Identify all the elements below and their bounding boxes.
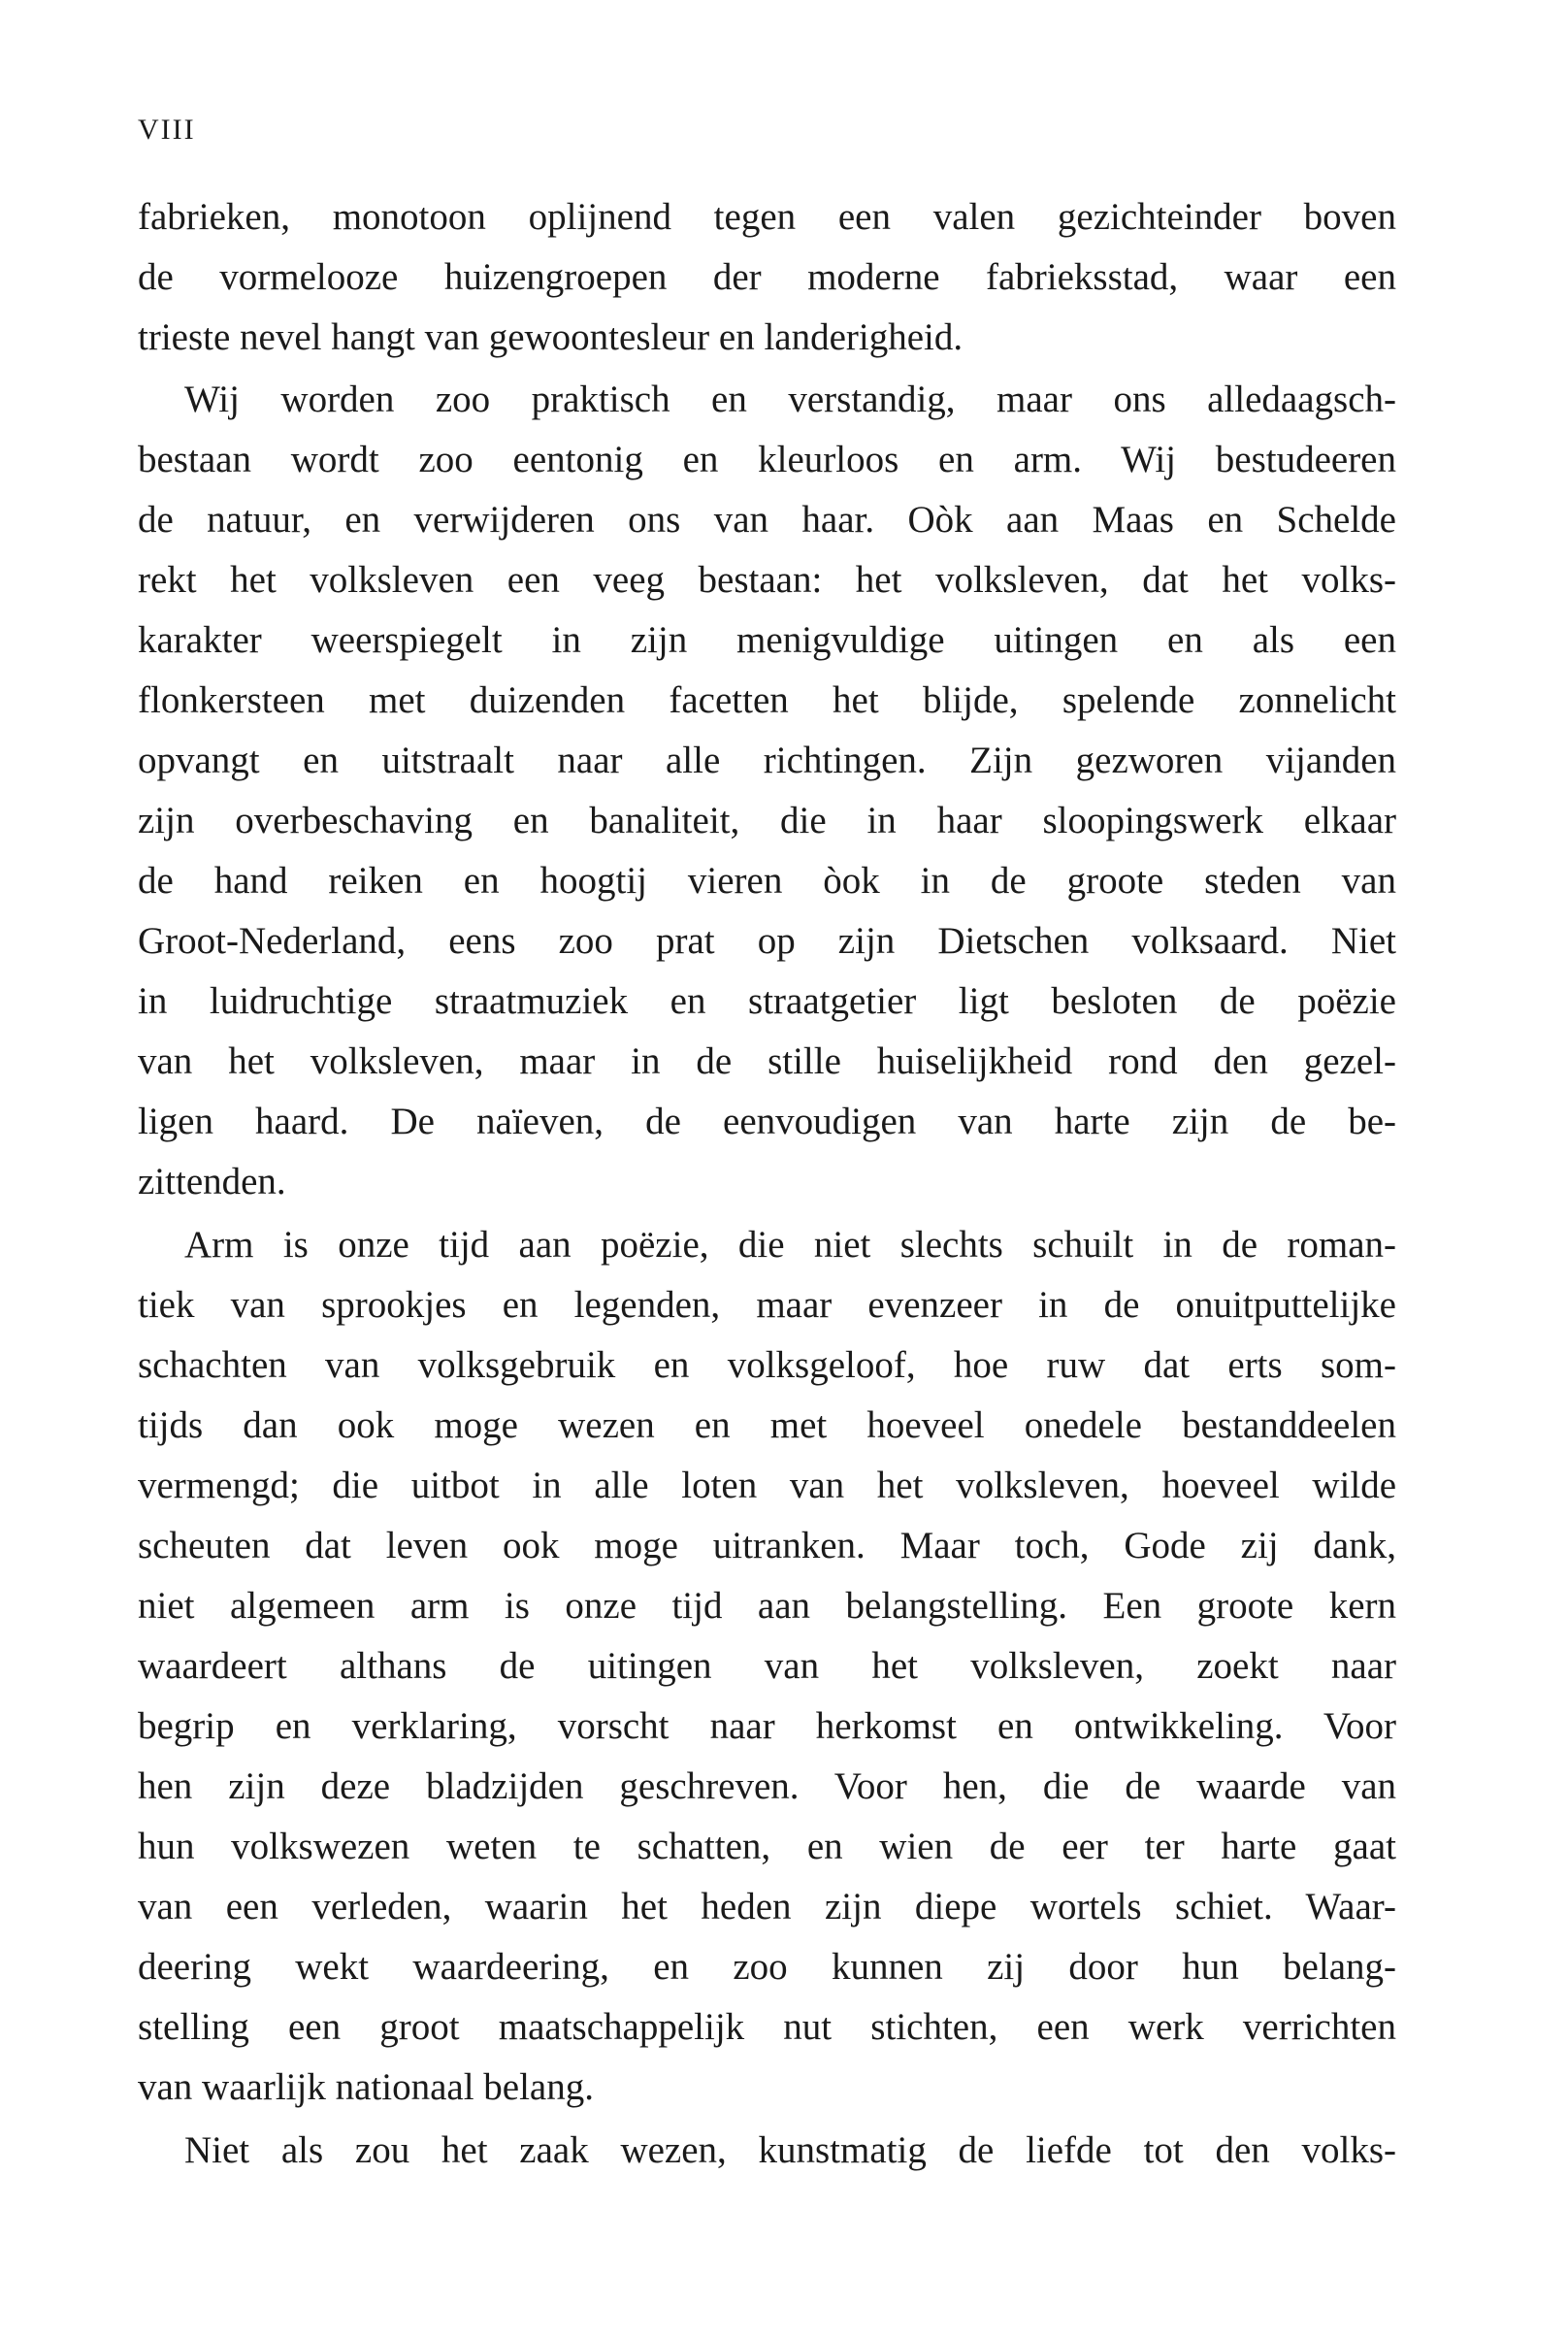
text-line: Niet als zou het zaak wezen, kunstmatig de liefde tot den volks- xyxy=(184,2129,1396,2171)
text-line: hun volkswezen weten te schatten, en wien de eer ter harte gaat xyxy=(138,1826,1396,1867)
text-line: opvangt en uitstraalt naar alle richtingen. Zijn gezworen vijanden xyxy=(138,740,1396,781)
text-line: stelling een groot maatschappelijk nut stichten, een werk verrichten xyxy=(138,2006,1396,2048)
text-line: niet algemeen arm is onze tijd aan belangstelling. Een groote kern xyxy=(138,1585,1396,1627)
text-line: waardeert althans de uitingen van het volksleven, zoekt naar xyxy=(138,1645,1396,1687)
text-line: hen zijn deze bladzijden geschreven. Voor hen, die de waarde van xyxy=(138,1765,1396,1807)
text-line: deering wekt waardeering, en zoo kunnen zij door hun belang- xyxy=(138,1946,1396,1988)
text-line: bestaan wordt zoo eentonig en kleurloos en arm. Wij bestudeeren xyxy=(138,439,1396,480)
text-line: Wij worden zoo praktisch en verstandig, maar ons alledaagsch- xyxy=(184,379,1396,420)
text-line: rekt het volksleven een veeg bestaan: het volksleven, dat het volks- xyxy=(138,559,1396,601)
text-line: ligen haard. De naïeven, de eenvoudigen van harte zijn de be- xyxy=(138,1101,1396,1142)
text-line: in luidruchtige straatmuziek en straatgetier ligt besloten de poëzie xyxy=(138,980,1396,1022)
text-line: begrip en verklaring, vorscht naar herkomst en ontwikkeling. Voor xyxy=(138,1705,1396,1747)
text-line: trieste nevel hangt van gewoontesleur en landerigheid. xyxy=(138,316,964,358)
text-line: fabrieken, monotoon oplijnend tegen een valen gezichteinder boven xyxy=(138,196,1396,238)
text-line: zijn overbeschaving en banaliteit, die in haar sloopingswerk elkaar xyxy=(138,800,1396,841)
text-line: schachten van volksgebruik en volksgeloof, hoe ruw dat erts som- xyxy=(138,1344,1396,1386)
text-line: Groot-Nederland, eens zoo prat op zijn Dietschen volksaard. Niet xyxy=(138,920,1396,962)
page-number: VIII xyxy=(138,114,196,146)
text-line: van waarlijk nationaal belang. xyxy=(138,2066,594,2108)
text-line: van het volksleven, maar in de stille huiselijkheid rond den gezel- xyxy=(138,1040,1396,1082)
text-line: vermengd; die uitbot in alle loten van het volksleven, hoeveel wilde xyxy=(138,1465,1396,1506)
text-line: de natuur, en verwijderen ons van haar. Oòk aan Maas en Schelde xyxy=(138,499,1396,541)
text-line: de hand reiken en hoogtij vieren òok in de groote steden van xyxy=(138,860,1396,902)
text-line: tijds dan ook moge wezen en met hoeveel onedele bestanddeelen xyxy=(138,1404,1396,1446)
text-line: flonkersteen met duizenden facetten het blijde, spelende zonnelicht xyxy=(138,679,1396,721)
text-line: Arm is onze tijd aan poëzie, die niet slechts schuilt in de roman- xyxy=(184,1224,1396,1266)
text-line: zittenden. xyxy=(138,1161,286,1202)
text-line: karakter weerspiegelt in zijn menigvuldige uitingen en als een xyxy=(138,619,1396,661)
text-line: tiek van sprookjes en legenden, maar evenzeer in de onuitputtelijke xyxy=(138,1284,1396,1326)
text-line: de vormelooze huizengroepen der moderne fabrieksstad, waar een xyxy=(138,256,1396,298)
text-line: van een verleden, waarin het heden zijn diepe wortels schiet. Waar- xyxy=(138,1886,1396,1927)
text-line: scheuten dat leven ook moge uitranken. Maar toch, Gode zij dank, xyxy=(138,1525,1396,1566)
